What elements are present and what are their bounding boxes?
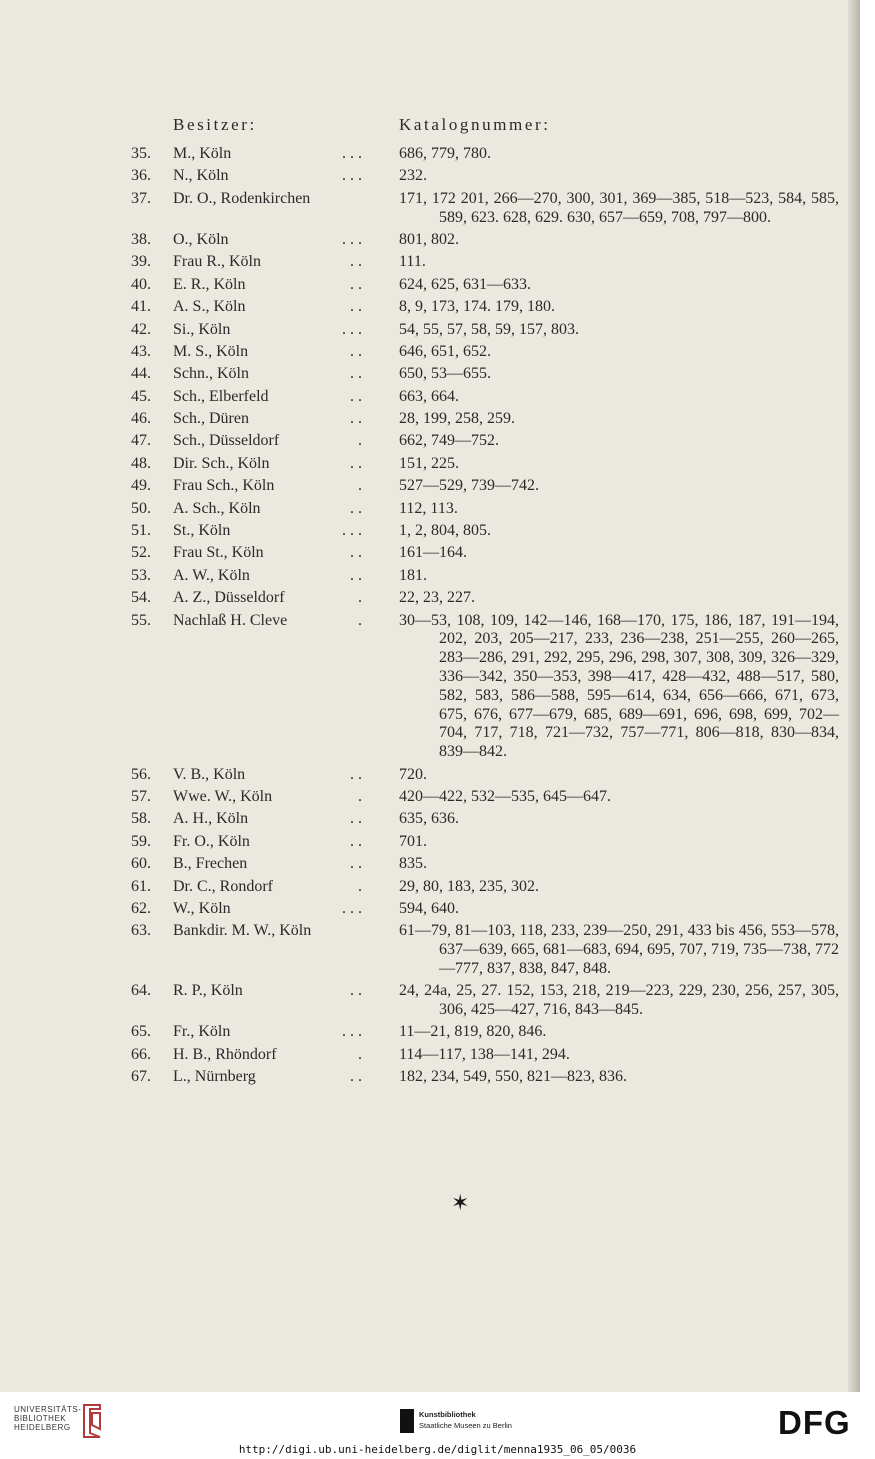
owner-entry <box>0 589 860 608</box>
owner-entry <box>0 253 860 272</box>
university-library-logo <box>14 1405 81 1432</box>
entry-owner: H. B., Rhöndorf <box>173 1045 277 1063</box>
entry-leader-dots: . . . <box>342 899 362 917</box>
entry-owner: Sch., Elberfeld <box>173 387 269 405</box>
entry-catalog-numbers: 8, 9, 173, 174. 179, 180. <box>399 298 555 316</box>
entry-leader-dots: . . <box>350 544 362 562</box>
entry-owner: B., Frechen <box>173 855 248 873</box>
entry-owner: Wwe. W., Köln <box>173 787 273 805</box>
entry-leader-dots: . <box>358 787 362 805</box>
entry-number: 42. <box>131 320 151 338</box>
entry-catalog-numbers: 835. <box>399 855 427 873</box>
entry-number: 59. <box>131 832 151 850</box>
entry-catalog-numbers: 801, 802. <box>399 230 459 248</box>
entry-number: 61. <box>131 877 151 895</box>
owner-entry <box>0 276 860 295</box>
entry-catalog-numbers: 111. <box>399 253 426 271</box>
entry-number: 51. <box>131 522 151 540</box>
entry-catalog-numbers: 663, 664. <box>399 387 459 405</box>
entry-leader-dots: . . <box>350 387 362 405</box>
entry-leader-dots: . . <box>350 810 362 828</box>
kb-title: Kunstbibliothek <box>419 1410 476 1419</box>
owner-entry <box>0 922 860 978</box>
entry-catalog-numbers: 61—79, 81—103, 118, 233, 239—250, 291, 433 bis 456, 553—578, 637—639, 665, 681—683, 694, 695, 707, 719, 735—738, 772—777, 837, 838, 847, 848. <box>399 922 839 977</box>
entry-catalog-numbers: 171, 172 201, 266—270, 300, 301, 369—385, 518—523, 584, 585, 589, 623. 628, 629. 630, 657—659, 708, 797—800. <box>399 189 839 226</box>
entry-catalog-numbers: 527—529, 739—742. <box>399 477 539 495</box>
entry-owner: Dr. O., Rodenkirchen <box>173 189 311 207</box>
entry-number: 67. <box>131 1068 151 1086</box>
entry-catalog-numbers: 624, 625, 631—633. <box>399 275 531 293</box>
entry-owner: Nachlaß H. Cleve <box>173 611 288 629</box>
entry-catalog-numbers: 232. <box>399 167 427 185</box>
owner-entry <box>0 788 860 807</box>
permalink-url[interactable]: http://digi.ub.uni-heidelberg.de/diglit/menna1935_06_05/0036 <box>238 1443 637 1456</box>
entry-number: 41. <box>131 298 151 316</box>
entry-catalog-numbers: 161—164. <box>399 544 467 562</box>
university-emblem-icon <box>80 1403 104 1439</box>
entry-owner: Sch., Düsseldorf <box>173 432 280 450</box>
owner-entry <box>0 567 860 586</box>
entry-leader-dots: . . . <box>342 230 362 248</box>
entry-number: 36. <box>131 167 151 185</box>
entry-owner: M., Köln <box>173 145 232 162</box>
entry-owner: Fr., Köln <box>173 1023 231 1041</box>
entry-number: 66. <box>131 1045 151 1063</box>
entry-owner: A. Sch., Köln <box>173 499 261 517</box>
entry-owner: Frau R., Köln <box>173 253 261 271</box>
entry-number: 43. <box>131 342 151 360</box>
owner-entry <box>0 544 860 563</box>
entry-leader-dots: . . <box>350 982 362 1000</box>
entry-catalog-numbers: 686, 779, 780. <box>399 145 491 162</box>
entry-leader-dots: . . <box>350 253 362 271</box>
kb-subtitle: Staatliche Museen zu Berlin <box>419 1421 512 1430</box>
entry-number: 38. <box>131 230 151 248</box>
entry-catalog-numbers: 54, 55, 57, 58, 59, 157, 803. <box>399 320 579 338</box>
entry-leader-dots: . . . <box>342 145 362 162</box>
entry-number: 55. <box>131 611 151 629</box>
entry-catalog-numbers: 635, 636. <box>399 810 459 828</box>
entry-leader-dots: . . <box>350 454 362 472</box>
entry-leader-dots: . <box>358 877 362 895</box>
entry-catalog-numbers: 646, 651, 652. <box>399 342 491 360</box>
entry-leader-dots: . <box>358 432 362 450</box>
entry-owner: A. W., Köln <box>173 566 250 584</box>
entry-owner: E. R., Köln <box>173 275 246 293</box>
owner-entry <box>0 455 860 474</box>
entry-number: 65. <box>131 1023 151 1041</box>
entry-owner: Fr. O., Köln <box>173 832 250 850</box>
entry-number: 49. <box>131 477 151 495</box>
entry-catalog-numbers: 594, 640. <box>399 899 459 917</box>
owner-entry <box>0 855 860 874</box>
entry-leader-dots: . <box>358 1045 362 1063</box>
entry-catalog-numbers: 650, 53—655. <box>399 365 491 383</box>
entry-catalog-numbers: 701. <box>399 832 427 850</box>
owner-entry <box>0 388 860 407</box>
entry-number: 39. <box>131 253 151 271</box>
entry-owner: Schn., Köln <box>173 365 249 383</box>
entry-number: 58. <box>131 810 151 828</box>
entry-owner: Frau Sch., Köln <box>173 477 275 495</box>
entry-number: 54. <box>131 589 151 607</box>
entry-catalog-numbers: 112, 113. <box>399 499 458 517</box>
entry-number: 47. <box>131 432 151 450</box>
entry-leader-dots: . . <box>350 410 362 428</box>
entry-number: 44. <box>131 365 151 383</box>
dfg-logo: DFG <box>778 1404 851 1441</box>
entry-number: 56. <box>131 765 151 783</box>
entry-owner: R. P., Köln <box>173 982 243 1000</box>
entry-owner: St., Köln <box>173 522 231 540</box>
uni-logo-line: BIBLIOTHEK <box>14 1414 67 1423</box>
entry-number: 50. <box>131 499 151 517</box>
uni-logo-line: HEIDELBERG <box>14 1423 71 1432</box>
entry-number: 63. <box>131 922 151 940</box>
entry-number: 52. <box>131 544 151 562</box>
entry-leader-dots: . . . <box>342 522 362 540</box>
entry-owner: O., Köln <box>173 230 229 248</box>
entry-leader-dots: . . <box>350 499 362 517</box>
owner-entry <box>0 982 860 1020</box>
entry-owner: A. H., Köln <box>173 810 249 828</box>
entry-owner: Bankdir. M. W., Köln <box>173 922 312 940</box>
entry-number: 37. <box>131 189 151 207</box>
owner-entry <box>0 145 860 164</box>
entry-catalog-numbers: 24, 24a, 25, 27. 152, 153, 218, 219—223, 229, 230, 256, 257, 305, 306, 425—427, 716, 843—845. <box>399 982 839 1019</box>
entry-catalog-numbers: 11—21, 819, 820, 846. <box>399 1023 547 1041</box>
entry-owner: Sch., Düren <box>173 410 249 428</box>
entry-number: 62. <box>131 899 151 917</box>
entry-leader-dots: . . <box>350 298 362 316</box>
entry-owner: Si., Köln <box>173 320 231 338</box>
star-ornament-icon: ✶ <box>451 1190 470 1215</box>
owner-entry <box>0 1023 860 1042</box>
entry-catalog-numbers: 1, 2, 804, 805. <box>399 522 491 540</box>
entry-leader-dots: . <box>358 611 362 629</box>
entry-catalog-numbers: 22, 23, 227. <box>399 589 475 607</box>
catalog-column-header: Katalognummer: <box>399 115 551 134</box>
entry-catalog-numbers: 662, 749—752. <box>399 432 499 450</box>
owner-entry <box>0 190 860 228</box>
entry-owner: L., Nürnberg <box>173 1068 256 1086</box>
entry-leader-dots: . . . <box>342 320 362 338</box>
owner-entry <box>0 410 860 429</box>
entry-number: 64. <box>131 982 151 1000</box>
entry-leader-dots: . . <box>350 342 362 360</box>
entry-owner: Frau St., Köln <box>173 544 264 562</box>
owner-entry <box>0 878 860 897</box>
owner-entry <box>0 167 860 186</box>
entry-catalog-numbers: 182, 234, 549, 550, 821—823, 836. <box>399 1068 627 1086</box>
entry-leader-dots: . . . <box>342 1023 362 1041</box>
owner-entry <box>0 1046 860 1065</box>
entry-owner: N., Köln <box>173 167 229 185</box>
owner-entry <box>0 432 860 451</box>
entry-catalog-numbers: 28, 199, 258, 259. <box>399 410 515 428</box>
entry-owner: Dir. Sch., Köln <box>173 454 270 472</box>
entry-catalog-numbers: 30—53, 108, 109, 142—146, 168—170, 175, 186, 187, 191—194, 202, 203, 205—217, 233, 236—238, 251—255, 260—265, 283—286, 291, 292, 295, 296, 298, 307, 308, 309, 326—329, 336—342, 350—353, 398—417, 428—432, 488—517, 580, 582, 583, 586—588, 595—614, 634, 656—666, 671, 673, 675, 676, 677—679, 685, 689—691, 696, 698, 699, 702—704, 717, 718, 721—732, 757—771, 806—818, 830—834, 839—842. <box>399 611 839 761</box>
owner-entry <box>0 231 860 250</box>
entry-leader-dots: . . <box>350 566 362 584</box>
owner-entry <box>0 522 860 541</box>
entry-catalog-numbers: 29, 80, 183, 235, 302. <box>399 877 539 895</box>
entry-number: 53. <box>131 566 151 584</box>
kunstbibliothek-logo-icon <box>400 1409 414 1433</box>
entry-leader-dots: . . . <box>342 167 362 185</box>
entry-number: 48. <box>131 454 151 472</box>
owner-entry <box>0 1068 860 1087</box>
owner-entry <box>0 766 860 785</box>
entry-number: 57. <box>131 787 151 805</box>
entry-number: 35. <box>131 145 151 162</box>
entry-owner: A. S., Köln <box>173 298 246 316</box>
entry-catalog-numbers: 114—117, 138—141, 294. <box>399 1045 570 1063</box>
entry-owner: Dr. C., Rondorf <box>173 877 273 895</box>
entry-catalog-numbers: 420—422, 532—535, 645—647. <box>399 787 611 805</box>
entry-catalog-numbers: 181. <box>399 566 427 584</box>
entry-leader-dots: . <box>358 477 362 495</box>
entry-leader-dots: . . <box>350 832 362 850</box>
entry-leader-dots: . <box>358 589 362 607</box>
kunstbibliothek-credit <box>419 1409 512 1431</box>
entry-number: 60. <box>131 855 151 873</box>
entry-owner: M. S., Köln <box>173 342 249 360</box>
entry-leader-dots: . . <box>350 765 362 783</box>
entry-number: 46. <box>131 410 151 428</box>
entry-number: 40. <box>131 275 151 293</box>
entry-leader-dots: . . <box>350 365 362 383</box>
owner-entry <box>0 900 860 919</box>
owner-entry <box>0 298 860 317</box>
owner-entry <box>0 321 860 340</box>
entry-leader-dots: . . <box>350 855 362 873</box>
entry-catalog-numbers: 151, 225. <box>399 454 459 472</box>
owner-entry <box>0 477 860 496</box>
owner-entry <box>0 810 860 829</box>
entry-catalog-numbers: 720. <box>399 765 427 783</box>
entry-leader-dots: . . <box>350 275 362 293</box>
owner-catalog-list <box>0 145 860 1091</box>
owner-entry <box>0 365 860 384</box>
owner-entry <box>0 500 860 519</box>
owner-entry <box>0 612 860 762</box>
uni-logo-line: UNIVERSITÄTS- <box>14 1405 82 1414</box>
entry-leader-dots: . . <box>350 1068 362 1086</box>
entry-owner: V. B., Köln <box>173 765 246 783</box>
entry-owner: W., Köln <box>173 899 231 917</box>
owner-entry <box>0 343 860 362</box>
owner-column-header: Besitzer: <box>173 115 257 134</box>
owner-entry <box>0 833 860 852</box>
entry-owner: A. Z., Düsseldorf <box>173 589 285 607</box>
entry-number: 45. <box>131 387 151 405</box>
